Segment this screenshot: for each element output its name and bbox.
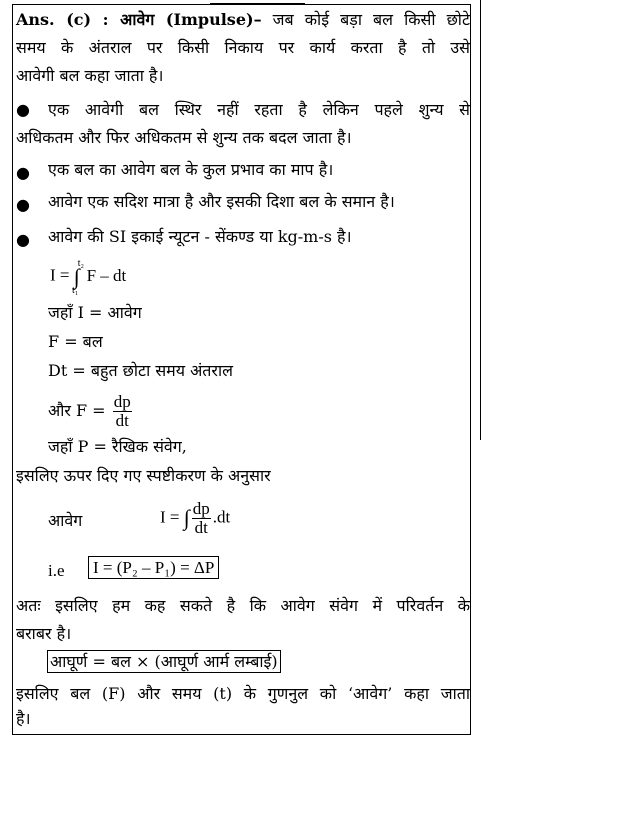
formula1-rhs: F – dt xyxy=(86,265,127,285)
formula2-tail: .dt xyxy=(212,507,231,527)
para1-line2: समय के अंतराल पर किसी निकाय पर कार्य करता है तो उसे xyxy=(16,38,470,57)
def-impulse: जहाँ I = आवेग xyxy=(48,303,142,322)
formula3-label: i.e xyxy=(48,561,65,580)
para1-line1: जब कोई बड़ा बल किसी छोटे xyxy=(272,10,471,29)
formula2-label: आवेग xyxy=(48,511,83,530)
integral-sign: ∫ xyxy=(73,263,80,289)
momentum-change-box: I = (P₂ – P₁) = ΔP xyxy=(88,556,219,579)
def-time: Dt = बहुत छोटा समय अंतराल xyxy=(48,361,233,380)
def-force: F = बल xyxy=(48,332,103,351)
right-border-line xyxy=(480,0,481,440)
force-formula-lhs: और F = xyxy=(48,401,106,420)
formula3-boxed xyxy=(88,558,219,578)
bullet3: आवेग एक सदिश मात्रा है और इसकी दिशा बल के समान है। xyxy=(48,192,395,211)
force-formula xyxy=(48,393,134,430)
frac2-num: dp xyxy=(192,499,210,518)
para2-line1: अतः इसलिए हम कह सकते है कि आवेग संवेग में परिवर्तन के xyxy=(16,596,470,615)
para1-line3: आवेगी बल कहा जाता है। xyxy=(16,66,164,85)
frac-den: dt xyxy=(115,411,129,430)
impulse-integral-formula xyxy=(50,258,127,297)
bullet-dot: ● xyxy=(16,195,30,214)
dp-dt-fraction-2 xyxy=(192,500,211,537)
answer-heading: Ans. (c) : आवेग (Impulse)– xyxy=(16,10,262,29)
frac2-den: dt xyxy=(194,518,208,537)
answer-line-1 xyxy=(16,10,470,30)
moment-box: आघूर्ण = बल × (आघूर्ण आर्म लम्बाई) xyxy=(47,650,281,673)
moment-formula xyxy=(47,652,281,672)
para3-line1: इसलिए बल (F) और समय (t) के गुणनुल को ‘आवेग’ कहा जाता xyxy=(16,684,470,703)
impulse-formula-2 xyxy=(160,500,230,537)
formula1-lhs: I = xyxy=(50,265,70,285)
dp-dt-fraction xyxy=(113,393,132,430)
bullet-dot: ● xyxy=(16,100,30,119)
def-momentum: जहाँ P = रैखिक संवेग, xyxy=(48,437,187,456)
intro2: इसलिए ऊपर दिए गए स्पष्टीकरण के अनुसार xyxy=(16,466,271,485)
frac-num: dp xyxy=(113,392,131,411)
formula2-lhs: I = xyxy=(160,507,180,527)
integral-lower: t₁ xyxy=(72,285,79,297)
bullet1-line1: एक आवेगी बल स्थिर नहीं रहता है लेकिन पहले शुन्य से xyxy=(48,100,470,119)
bullet-dot: ● xyxy=(16,163,30,182)
bullet-dot: ● xyxy=(16,230,30,249)
para2-line2: बराबर है। xyxy=(16,624,72,643)
bullet2: एक बल का आवेग बल के कुल प्रभाव का माप है। xyxy=(48,160,334,179)
integral-sign: ∫ xyxy=(183,505,190,531)
bullet1-line2: अधिकतम और फिर अधिकतम से शुन्य तक बदल जाता है। xyxy=(16,128,352,147)
bullet4: आवेग की SI इकाई न्यूटन - सेंकण्ड या kg-m-s है। xyxy=(48,227,352,246)
para3-line2: है। xyxy=(16,709,31,728)
integral-upper: t₂ xyxy=(77,258,85,269)
